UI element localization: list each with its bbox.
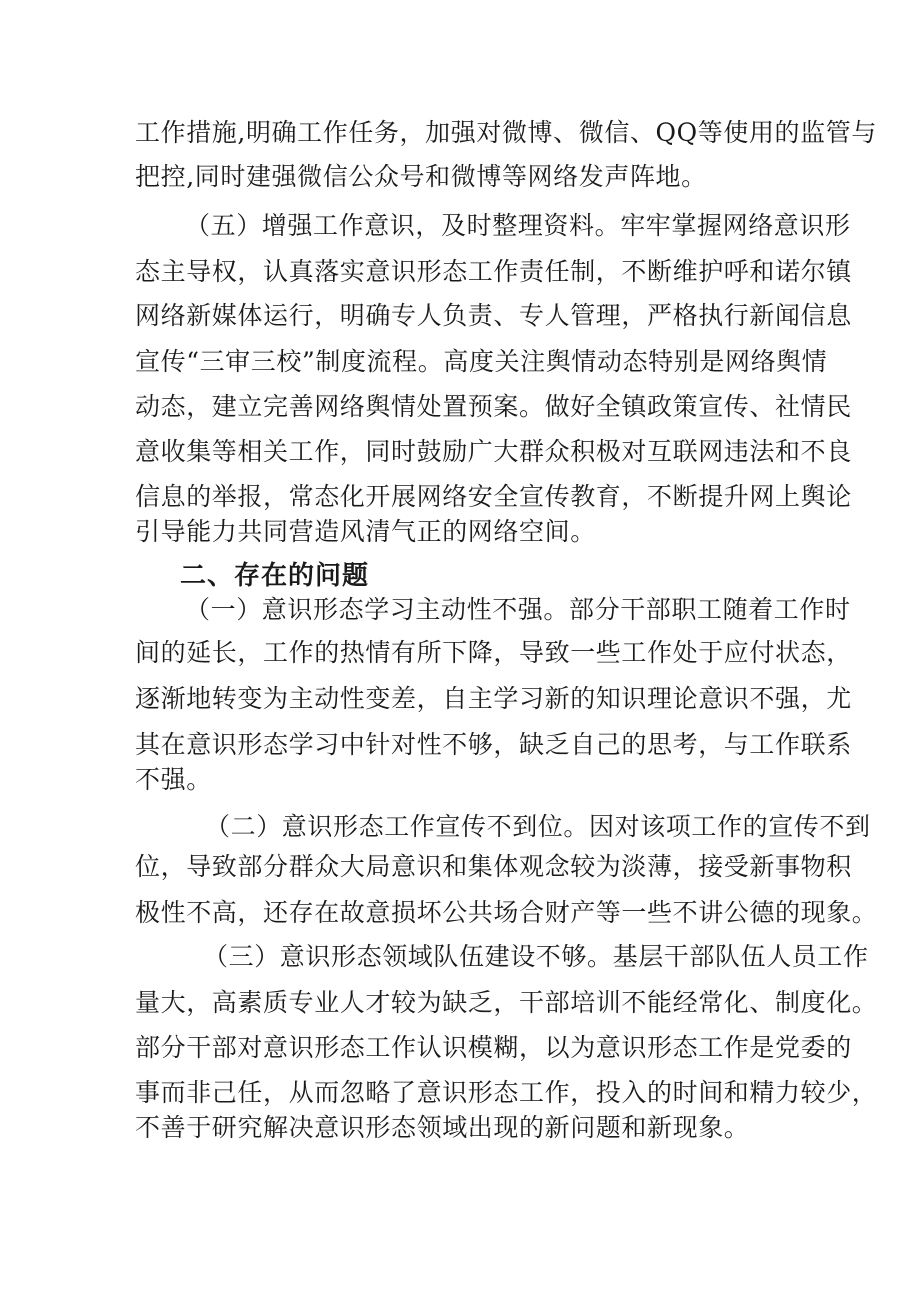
text-line: 意收集等相关工作，同时鼓励广大群众积极对互联网违法和不良 <box>135 437 852 466</box>
text-line: 部分干部对意识形态工作认识模糊，以为意识形态工作是党委的 <box>135 1033 852 1062</box>
text-line: （二）意识形态工作宣传不到位。因对该项工作的宣传不到 <box>205 812 871 841</box>
text-line: 不善于研究解决意识形态领域出现的新问题和新现象。 <box>135 1113 750 1142</box>
text-line: 宣传“三审三校”制度流程。高度关注舆情动态特别是网络舆情 <box>135 347 828 376</box>
text-line: 态主导权，认真落实意识形态工作责任制，不断维护呼和诺尔镇 <box>135 257 852 286</box>
text-line: 把控,同时建强微信公众号和微博等网络发声阵地。 <box>135 162 707 191</box>
text-line: 网络新媒体运行，明确专人负责、专人管理，严格执行新闻信息 <box>135 301 852 330</box>
text-line: 极性不高，还存在故意损坏公共场合财产等一些不讲公德的现象。 <box>135 898 878 927</box>
text-line: 信息的举报，常态化开展网络安全宣传教育，不断提升网上舆论 <box>135 482 852 511</box>
text-line: 引导能力共同营造风清气正的网络空间。 <box>135 517 596 546</box>
text-line: （三）意识形态领域队伍建设不够。基层干部队伍人员工作 <box>203 942 869 971</box>
text-line: 间的延长，工作的热情有所下降，导致一些工作处于应付状态， <box>135 638 852 667</box>
section-heading: 二、存在的问题 <box>180 561 370 591</box>
text-line: 逐渐地转变为主动性变差，自主学习新的知识理论意识不强，尤 <box>135 684 852 713</box>
text-line: 工作措施,明确工作任务，加强对微博、微信、QQ等使用的监管与 <box>135 118 877 147</box>
text-line: 事而非己任，从而忽略了意识形态工作，投入的时间和精力较少， <box>135 1078 878 1107</box>
text-line: （一）意识形态学习主动性不强。部分干部职工随着工作时 <box>185 595 851 624</box>
text-line: 动态，建立完善网络舆情处置预案。做好全镇政策宣传、社情民 <box>135 392 852 421</box>
text-line: （五）增强工作意识，及时整理资料。牢牢掌握网络意识形 <box>185 211 851 240</box>
text-line: 量大，高素质专业人才较为缺乏，干部培训不能经常化、制度化。 <box>135 988 878 1017</box>
text-line: 不强。 <box>135 765 212 794</box>
text-line: 位，导致部分群众大局意识和集体观念较为淡薄，接受新事物积 <box>135 852 852 881</box>
text-line: 其在意识形态学习中针对性不够，缺乏自己的思考，与工作联系 <box>135 730 852 759</box>
